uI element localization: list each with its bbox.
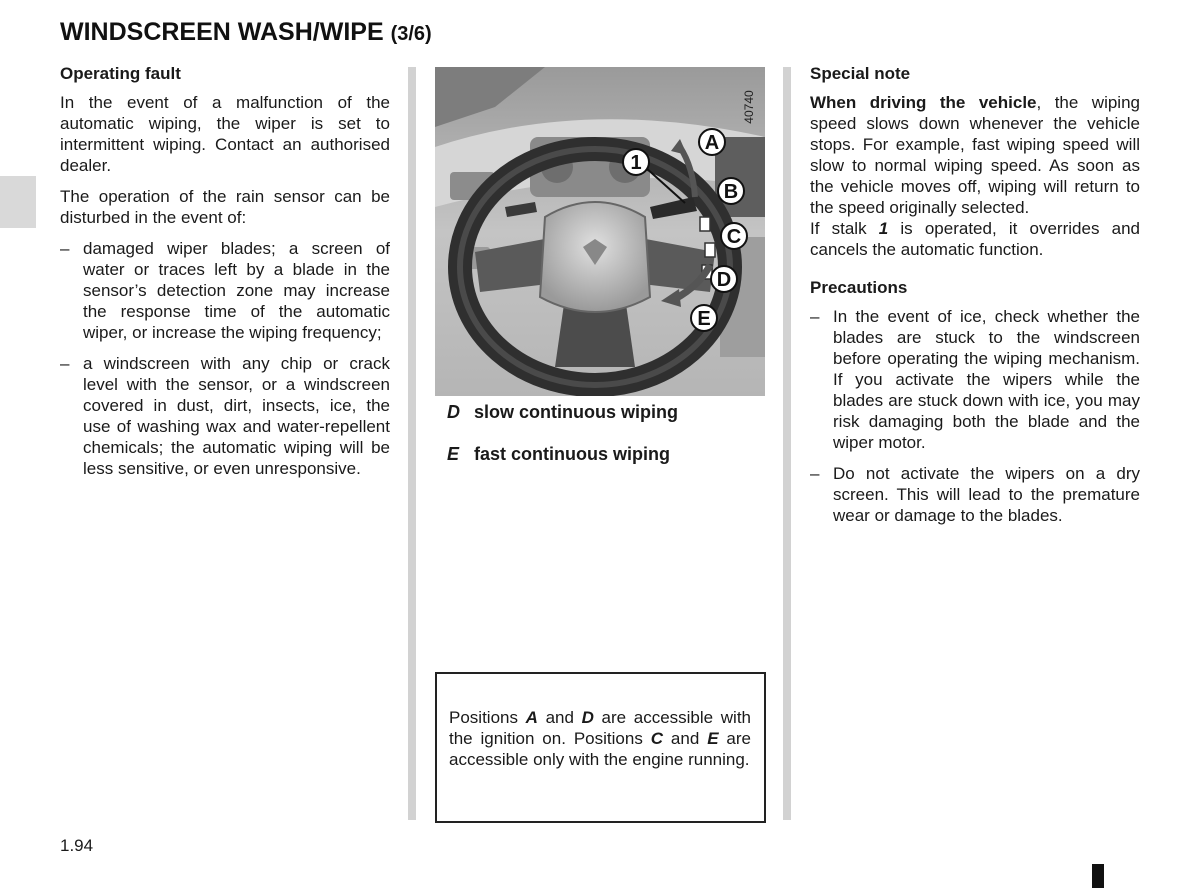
callout-label: E (697, 308, 711, 330)
list-item (60, 238, 390, 343)
note-fragment: and (663, 729, 708, 748)
list-item-text: a windscreen with any chip or crack level with the sensor, or a windscreen covered in dust, dirt, insects, ice, the use of washing wax and water-repellent chemicals; the automatic wiping will be less sensitive, or even unresponsive. (83, 354, 390, 478)
callout-label: A (704, 132, 720, 154)
malfunction-paragraph: In the event of a malfunction of the automatic wiping, the wiper is set to intermittent wiping. Contact an authorised dealer. (60, 93, 390, 175)
driving-bold-lead: When driving the vehicle (810, 93, 1037, 112)
note-key: A (525, 708, 538, 727)
callout-label: 1 (630, 152, 642, 174)
legend-text: slow continuous wiping (474, 402, 678, 422)
note-key: E (707, 729, 719, 748)
precautions-heading: Precautions (810, 278, 908, 297)
precautions-list (810, 306, 1140, 526)
special-note-heading: Special note (810, 64, 911, 83)
column-rule-left (408, 67, 416, 820)
dash-marker: – (810, 307, 820, 326)
stalk-paragraph (810, 218, 1140, 260)
dash-marker: – (810, 464, 820, 483)
list-item (810, 306, 1140, 453)
list-item-text: In the event of ice, check whether the blades are stuck to the windscreen before operating the wiping mechanism. If you activate the wipers while the blades are stuck down with ice, you may risk damaging both the blade and the wiper motor. (833, 307, 1140, 452)
list-item-text: Do not activate the wipers on a dry screen. This will lead to the premature wear or damage to the blades. (833, 464, 1140, 525)
callout-e (691, 305, 717, 331)
rain-sensor-paragraph: The operation of the rain sensor can be disturbed in the event of: (60, 187, 390, 227)
driving-rest: , the wiping speed slows down whenever the vehicle stops. For example, fast wiping speed will slow to normal wiping speed. As soon as the vehicle moves off, wiping will return to the speed originally selected. (810, 93, 1140, 217)
disturbance-list (60, 238, 390, 479)
stalk-pre: If stalk (810, 219, 879, 238)
note-fragment: and (537, 708, 582, 727)
callout-label: B (723, 181, 739, 203)
image-code: 40740 (742, 90, 756, 124)
stalk-post: is operated, it overrides and cancels the automatic function. (810, 219, 1140, 259)
legend-text: fast continuous wiping (474, 444, 670, 464)
column-rule-right (783, 67, 791, 820)
note-fragment: are accessible only with the engine running. (449, 729, 752, 769)
note-fragment: are accessible with the ignition on. Positions (449, 708, 752, 748)
list-item (810, 463, 1140, 526)
title-main: WINDSCREEN WASH/WIPE (60, 18, 384, 46)
callout-c (721, 223, 747, 249)
dash-marker: – (60, 354, 70, 373)
operating-fault-heading: Operating fault (60, 64, 181, 83)
dash-marker: – (60, 239, 70, 258)
callout-1 (623, 149, 649, 175)
title-part: (3/6) (390, 23, 432, 45)
legend-key: E (447, 444, 460, 464)
list-item-text: damaged wiper blades; a screen of water or traces left by a blade in the sensor’s detection zone may increase the response time of the automatic wiper, or increase the wiping frequency; (83, 239, 390, 342)
page-title (60, 18, 432, 47)
driving-paragraph (810, 92, 1140, 218)
callout-label: D (716, 269, 732, 291)
list-item (60, 353, 390, 479)
note-text (449, 707, 751, 770)
note-key: C (650, 729, 664, 748)
note-box (435, 672, 766, 823)
callout-d (711, 266, 737, 292)
note-fragment: Positions (449, 708, 526, 727)
corner-thumb-mark (1092, 864, 1104, 888)
stalk-number: 1 (878, 219, 889, 238)
legend-key: D (447, 402, 460, 422)
legend-item-e (447, 444, 670, 465)
callout-a (699, 129, 725, 155)
right-column (810, 63, 1140, 536)
section-tab (0, 176, 36, 228)
callout-label: C (726, 226, 742, 248)
steering-wheel-illustration (435, 67, 765, 396)
callout-b (718, 178, 744, 204)
left-column (60, 63, 390, 489)
legend-item-d (447, 402, 678, 423)
page-number: 1.94 (60, 836, 94, 855)
note-key: D (581, 708, 594, 727)
